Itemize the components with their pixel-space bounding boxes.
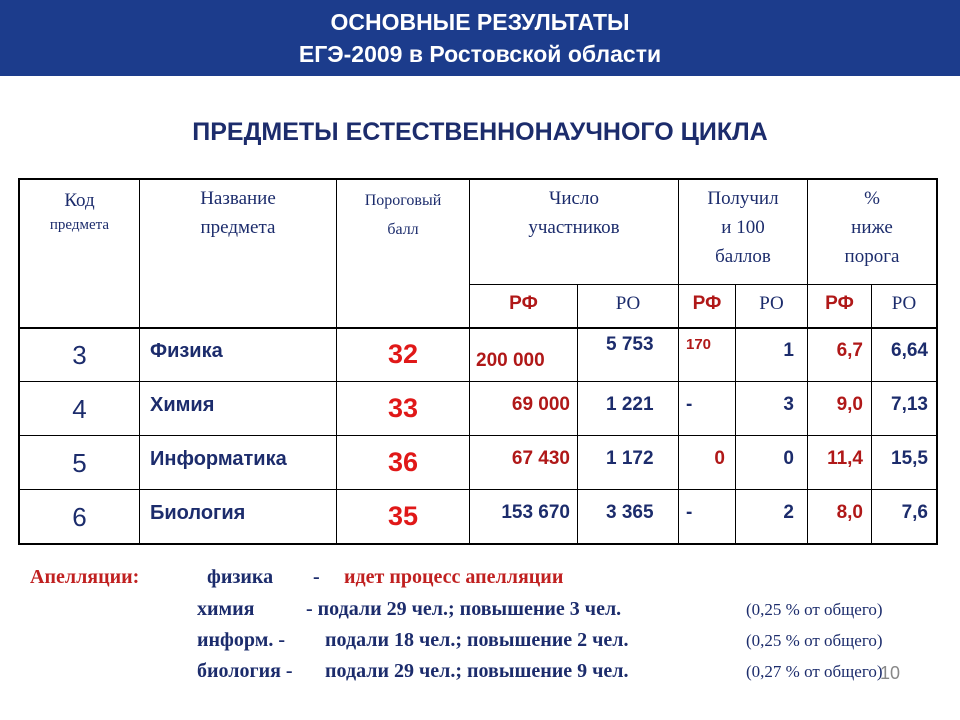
table-border [18, 435, 938, 436]
appeals-info-share: (0,25 % от общего) [746, 631, 883, 650]
row-got100-ro: 0 [783, 448, 794, 469]
subheader-ro: РО [891, 293, 917, 314]
appeals-physics-status: идет процесс апелляции [344, 566, 564, 588]
row-participants-rf: 200 000 [476, 350, 545, 371]
header-name-line2: предмета [200, 217, 276, 238]
row-participants-ro: 1 172 [606, 448, 654, 469]
appeals-chem-subject: химия [197, 598, 255, 620]
table-border [18, 543, 938, 545]
row-below-ro: 7,6 [901, 502, 928, 523]
row-got100-rf: 0 [714, 448, 725, 469]
header-participants-line2: участников [528, 217, 620, 238]
header-code [20, 186, 139, 235]
header-code-line1: Код [64, 190, 95, 211]
row-below-rf: 9,0 [836, 394, 863, 415]
row-threshold: 36 [387, 447, 419, 477]
row-code: 6 [72, 502, 87, 532]
row-participants-rf: 153 670 [501, 502, 570, 523]
row-code: 5 [72, 448, 87, 478]
subheader-rf: РФ [825, 293, 854, 314]
row-participants-ro: 3 365 [606, 502, 654, 523]
row-got100-rf: - [686, 502, 693, 523]
header-threshold-line2: балл [387, 221, 419, 238]
row-subject-name: Биология [150, 502, 246, 524]
subheader-rf: РФ [692, 293, 722, 314]
header-below-line2: ниже [851, 217, 893, 238]
header-participants-line1: Число [549, 188, 599, 209]
table-border [469, 284, 938, 285]
row-subject-name: Химия [150, 394, 215, 416]
appeals-chem-text: - подали 29 чел.; повышение 3 чел. [306, 598, 622, 620]
table-border [18, 327, 938, 329]
appeals-bio-text: подали 29 чел.; повышение 9 чел. [325, 660, 629, 682]
row-participants-ro: 1 221 [606, 394, 654, 415]
table-border [18, 489, 938, 490]
row-threshold: 33 [387, 393, 419, 423]
row-below-rf: 6,7 [836, 340, 863, 361]
row-got100-rf: - [686, 394, 693, 415]
header-code-line2: предмета [49, 217, 110, 233]
row-participants-rf: 69 000 [511, 394, 570, 415]
header-got100-line3: баллов [715, 246, 771, 267]
row-below-rf: 8,0 [836, 502, 863, 523]
row-threshold: 32 [387, 339, 419, 369]
table-border [18, 381, 938, 382]
appeals-info-subject: информ. - [197, 629, 285, 651]
row-participants-rf: 67 430 [511, 448, 570, 469]
header-got100 [679, 184, 807, 271]
header-threshold [337, 186, 469, 244]
header-title-line1: ОСНОВНЫЕ РЕЗУЛЬТАТЫ [330, 9, 630, 35]
row-got100-ro: 3 [783, 394, 794, 415]
row-got100-ro: 2 [783, 502, 794, 523]
table-border [577, 284, 578, 544]
subheader-ro: РО [615, 293, 641, 314]
header-title-line2: ЕГЭ-2009 в Ростовской области [298, 41, 662, 67]
appeals-label: Апелляции: [30, 566, 140, 588]
subheader-rf: РФ [509, 293, 538, 314]
row-below-ro: 6,64 [891, 340, 928, 361]
header-got100-line1: Получил [707, 188, 779, 209]
page-number: 10 [880, 663, 901, 683]
row-subject-name: Физика [150, 340, 223, 362]
row-got100-rf: 170 [686, 336, 712, 353]
section-title: ПРЕДМЕТЫ ЕСТЕСТВЕННОНАУЧНОГО ЦИКЛА [192, 118, 768, 146]
row-below-ro: 15,5 [891, 448, 928, 469]
row-below-ro: 7,13 [891, 394, 928, 415]
table-border [18, 178, 938, 180]
row-code: 3 [72, 340, 87, 370]
header-below-line1: % [864, 188, 880, 209]
header-got100-line2: и 100 [721, 217, 765, 238]
appeals-chem-share: (0,25 % от общего) [746, 600, 883, 619]
header-below [808, 184, 936, 271]
row-participants-ro: 5 753 [606, 334, 654, 355]
row-got100-ro: 1 [783, 340, 794, 361]
appeals-bio-share: (0,27 % от общего) [746, 662, 883, 681]
header-participants [470, 184, 678, 242]
appeals-physics-subject: физика [207, 566, 274, 588]
header-band [0, 0, 960, 76]
row-code: 4 [72, 394, 87, 424]
row-subject-name: Информатика [150, 448, 287, 470]
appeals-bio-subject: биология - [197, 660, 293, 682]
header-name [140, 184, 336, 242]
row-below-rf: 11,4 [827, 448, 863, 469]
header-below-line3: порога [844, 246, 900, 267]
row-threshold: 35 [387, 501, 419, 531]
appeals-physics-dash: - [313, 566, 320, 588]
header-name-line1: Название [200, 188, 276, 209]
subheader-ro: РО [759, 293, 784, 314]
header-threshold-line1: Пороговый [364, 192, 442, 209]
appeals-info-text: подали 18 чел.; повышение 2 чел. [325, 629, 629, 651]
